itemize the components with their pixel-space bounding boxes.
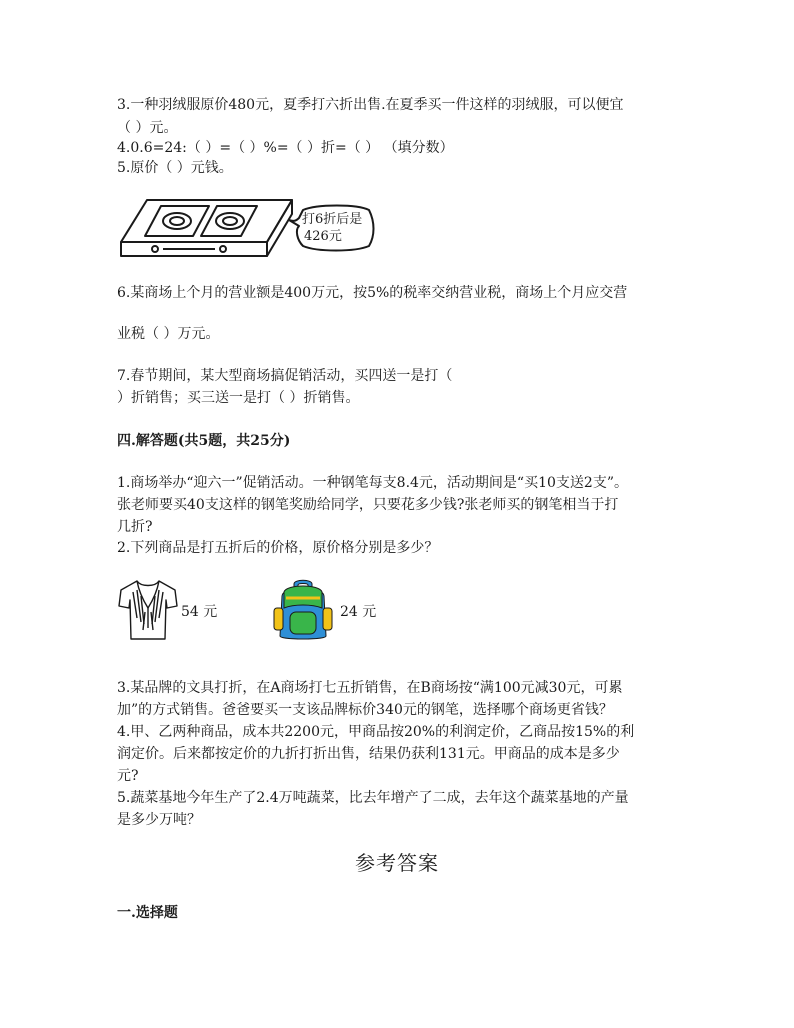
s4-q2-text: 2.下列商品是打五折后的价格，原价格分别是多少？	[117, 540, 439, 556]
q7-text-line2: ）折销售；买三送一是打（ ）折销售。	[117, 390, 360, 406]
tshirt-illustration	[117, 578, 179, 642]
section4-heading: 四.解答题(共5题，共25分)	[117, 433, 291, 449]
s4-q3-line2: 加”的方式销售。爸爸要买一支该品牌标价340元的钢笔，选择哪个商场更省钱？	[117, 702, 613, 718]
s4-q3-line1: 3.某品牌的文具打折，在A商场打七五折销售，在B商场按“满100元减30元，可累	[117, 680, 623, 696]
answers-title: 参考答案	[355, 851, 439, 875]
s4-q4-line2: 润定价。后来都按定价的九折打折出售，结果仍获利131元。甲商品的成本是多少	[117, 746, 620, 762]
stove-price-tag-line1: 打6折后是	[302, 212, 363, 227]
q6-text-line1: 6.某商场上个月的营业额是400万元，按5%的税率交纳营业税，商场上个月应交营	[117, 285, 628, 301]
stove-price-tag-line2: 426元	[304, 229, 342, 244]
answers-section1-heading: 一.选择题	[117, 905, 178, 921]
s4-q1-line1: 1.商场举办“迎六一”促销活动。一种钢笔每支8.4元，活动期间是“买10支送2支”。	[117, 475, 628, 491]
q7-text-line1: 7.春节期间，某大型商场搞促销活动，买四送一是打（	[117, 368, 453, 384]
q6-text-line2: 业税（ ）万元。	[117, 326, 220, 342]
backpack-price: 24 元	[340, 604, 377, 620]
q4-text: 4.0.6=24:（ ）=（ ）%=（ ）折=（ ） （填分数）	[117, 140, 454, 156]
s4-q5-line2: 是多少万吨？	[117, 812, 201, 828]
s4-q1-line2: 张老师要买40支这样的钢笔奖励给同学，只要花多少钱?张老师买的钢笔相当于打	[117, 497, 619, 513]
tshirt-price: 54 元	[181, 604, 218, 620]
backpack-illustration	[272, 578, 334, 642]
q5-text: 5.原价（ ）元钱。	[117, 160, 233, 176]
q3-text-line1: 3.一种羽绒服原价480元，夏季打六折出售.在夏季买一件这样的羽绒服，可以便宜	[117, 97, 624, 113]
s4-q4-line1: 4.甲、乙两种商品，成本共2200元，甲商品按20%的利润定价，乙商品按15%的利	[117, 724, 635, 740]
s4-q1-line3: 几折?	[117, 519, 153, 535]
q3-text-line2: （ ）元。	[117, 120, 178, 136]
s4-q5-line1: 5.蔬菜基地今年生产了2.4万吨蔬菜，比去年增产了二成，去年这个蔬菜基地的产量	[117, 790, 629, 806]
s4-q4-line3: 元?	[117, 768, 139, 784]
